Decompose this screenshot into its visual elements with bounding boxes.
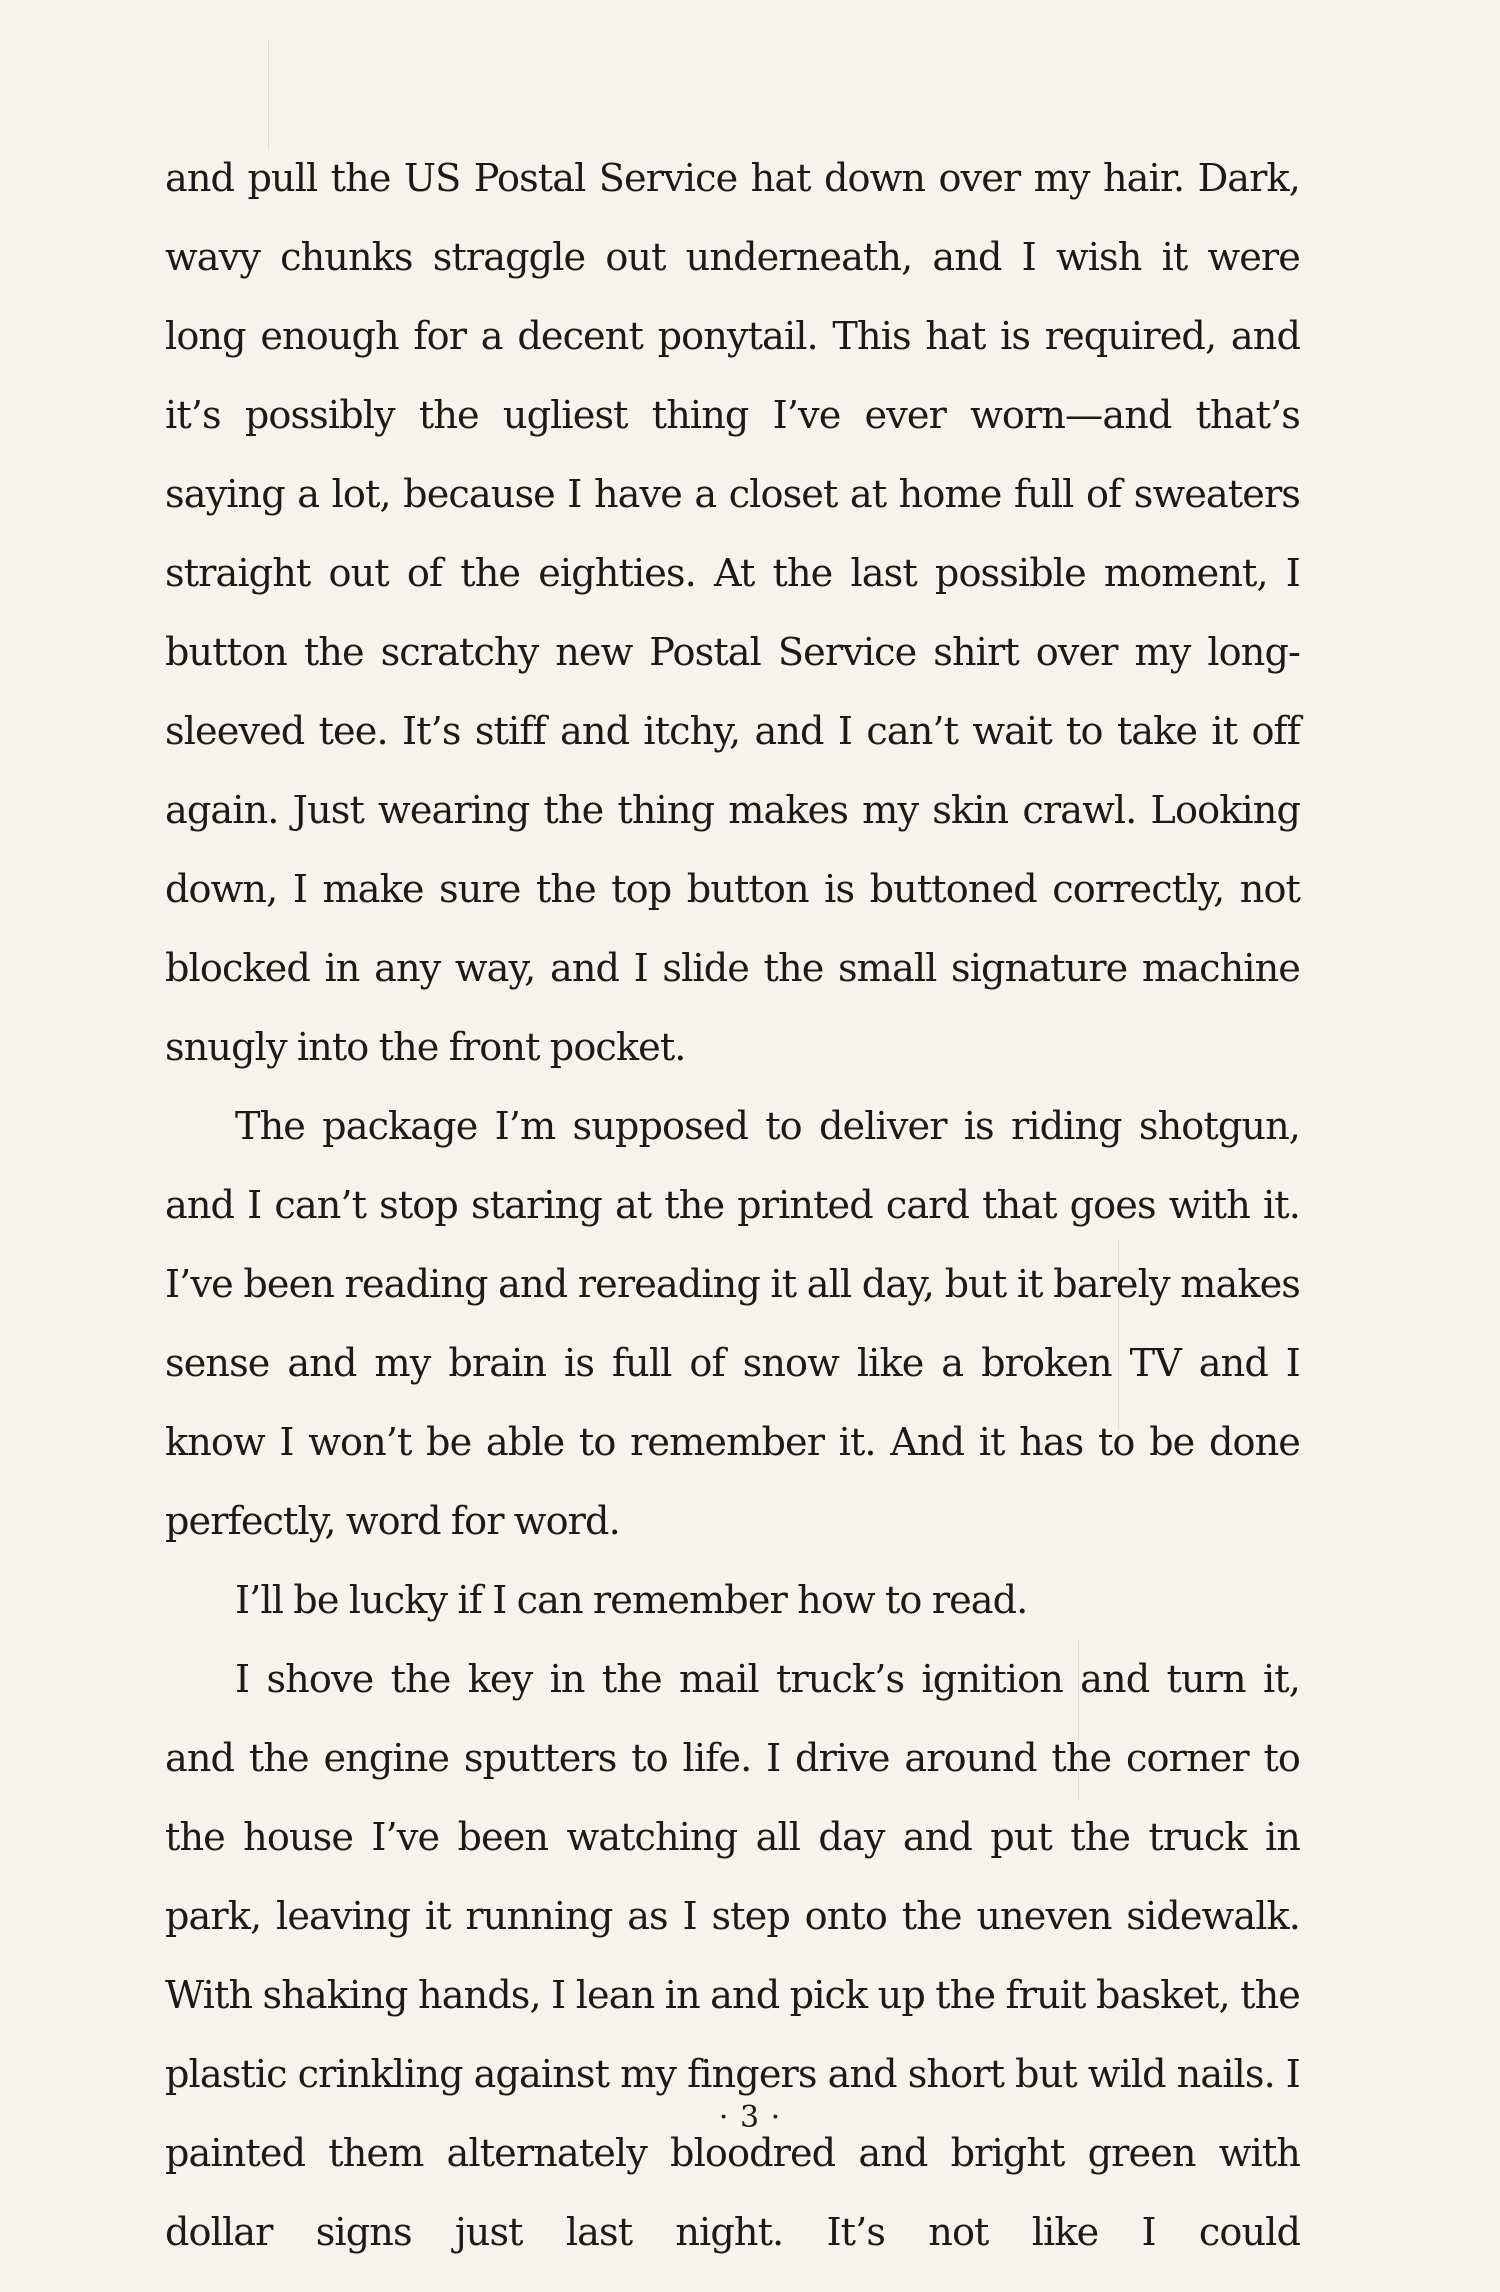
paragraph-1: and pull the US Postal Service hat down over my hair. Dark, wavy chunks straggle out underneath, and I wish it were long enough for a decent ponytail. This hat is required, and it’s possibly the ugliest thing I’ve ever worn—and that’s saying a lot, because I have a closet at home full of sweaters straight out of the eighties. At the last possible moment, I button the scratchy new Postal Service shirt over my long-sleeved tee. It’s stiff and itchy, and I can’t wait to take it off again. Just wearing the thing makes my skin crawl. Looking down, I make sure the top button is buttoned correctly, not blocked in any way, and I slide the small signature machine snugly into the front pocket. bbox=[165, 157, 1300, 1070]
page-number: · 3 · bbox=[718, 2100, 782, 2135]
scan-artifact bbox=[268, 40, 269, 150]
paragraph-2: The package I’m supposed to deliver is riding shotgun, and I can’t stop staring at the printed card that goes with it. I’ve been reading and rereading it all day, but it barely makes sense and my brain is full of snow like a broken TV and I know I won’t be able to remember it. And it has to be done perfectly, word for word. bbox=[165, 1105, 1300, 1544]
paragraph-3: I’ll be lucky if I can remember how to read. bbox=[235, 1579, 1028, 1623]
paragraph-4: I shove the key in the mail truck’s ignition and turn it, and the engine sputters to life. I drive around the corner to the house I’ve been watching all day and put the truck in park, leaving it running as I step onto the uneven sidewalk. With shaking hands, I lean in and pick up the fruit basket, the plastic crinkling against my fingers and short but wild nails. I painted them alternately bloodred and bright green with dollar signs just last night. It’s not like I could bbox=[165, 1658, 1300, 2255]
body-text bbox=[165, 140, 1300, 2273]
